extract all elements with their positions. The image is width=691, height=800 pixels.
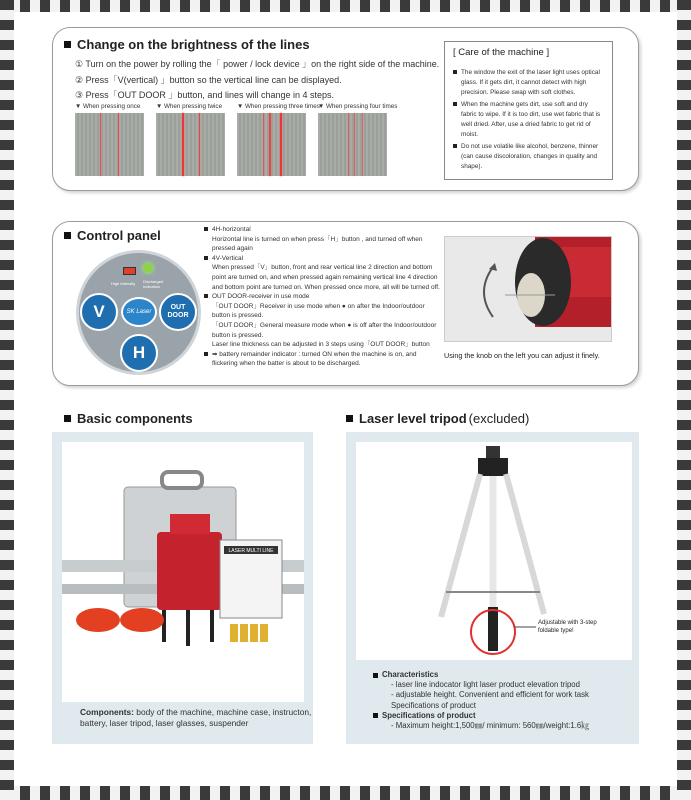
components-illustration bbox=[62, 442, 304, 702]
knob-illustration bbox=[445, 237, 612, 342]
care-item: The window the exit of the laser light uses optical glass. If it gets dirt, it cannot detect with high precision. Please swap with soft clothes. bbox=[453, 68, 604, 98]
tripod-callout: Adjustable with 3-step foldable type! bbox=[538, 620, 597, 634]
bullet-square bbox=[64, 41, 71, 48]
cp-line: When pressed「V」button, front and rear vertical line 2 direction and bottom point are turned on, and when pressed again remaining vertical line 4 direction and bottom point are turned on. When pressed once more, all will be turned off. bbox=[212, 264, 440, 291]
brightness-steps bbox=[75, 57, 439, 104]
control-description bbox=[204, 225, 442, 369]
basic-components-title: Basic components bbox=[64, 411, 193, 426]
cp-line: Horizontal line is turned on when press「H」button , and turned off when pressed again bbox=[212, 235, 423, 253]
manual-title: LASER MULTI LINE bbox=[228, 548, 274, 554]
bullet-square bbox=[64, 415, 71, 422]
laser-line-image bbox=[156, 113, 225, 176]
bullet-square bbox=[373, 673, 378, 678]
care-item: Do not use volatile like alcohol, benzene, thinner (can cause discoloration, changes in quality and shape). bbox=[453, 142, 604, 172]
characteristics-heading: Characteristics bbox=[373, 670, 633, 680]
cp-line: 4V-Vertical bbox=[204, 254, 442, 264]
brightness-title: Change on the brightness of the lines bbox=[64, 37, 310, 52]
thumb-once: ▼ When pressing once bbox=[75, 103, 144, 176]
step-1: ① Turn on the power by rolling the「 power / lock device 」on the right side of the machine. bbox=[75, 59, 440, 69]
brightness-thumbnails bbox=[75, 103, 398, 176]
bullet-square bbox=[346, 415, 353, 422]
indicator-area: High Intensity Discharged Indication bbox=[107, 259, 171, 295]
thumb-twice: ▼ When pressing twice bbox=[156, 103, 225, 176]
laser-line-image bbox=[318, 113, 387, 176]
tripod-characteristics bbox=[373, 670, 633, 731]
char-line: Specifications of product bbox=[391, 700, 476, 710]
spec-line: - Maximum height:1,500㎜/ minimum: 560㎜/weight:1.6㎏ bbox=[391, 721, 590, 731]
thumb-four-times: ▼ When pressing four times bbox=[318, 103, 387, 176]
components-text bbox=[80, 707, 315, 729]
step-3: ③ Press「OUT DOOR 」button, and lines will change in 4 steps. bbox=[75, 90, 335, 100]
thumb-three-times: ▼ When pressing three times bbox=[237, 103, 306, 176]
laser-line-image bbox=[75, 113, 144, 176]
v-button[interactable]: V bbox=[80, 293, 118, 331]
char-line: - adjustable height. Convenient and efficient for work task bbox=[391, 690, 589, 700]
control-panel-title: Control panel bbox=[64, 228, 161, 243]
care-box bbox=[444, 41, 613, 180]
battery-icon bbox=[123, 267, 136, 275]
care-item: When the machine gets dirt, use soft and dry fabric to wipe. If it is too dirt, use wet fabric that is well dried. After, use a dried fabric to get rid of moist. bbox=[453, 100, 604, 140]
care-title: [ Care of the machine ] bbox=[453, 47, 550, 58]
cp-line: 4H-horizontal bbox=[204, 225, 442, 235]
char-line: - laser line indocator light laser product elevation tripod bbox=[391, 680, 580, 690]
cp-line: Laser line thickness can be adjusted in 3 steps using「OUT DOOR」button bbox=[212, 341, 430, 349]
bullet-square bbox=[373, 713, 378, 718]
laser-line-image bbox=[237, 113, 306, 176]
tripod-title: Laser level tripod (excluded) bbox=[346, 411, 529, 426]
cp-line: OUT DOOR-receiver in use mode bbox=[204, 292, 442, 302]
sun-icon bbox=[143, 263, 153, 273]
tripod-photo bbox=[356, 442, 632, 660]
knob-photo bbox=[444, 236, 612, 342]
bullet-square bbox=[64, 232, 71, 239]
outdoor-button[interactable]: OUT DOOR bbox=[159, 293, 197, 331]
sk-laser-logo: SK Laser bbox=[121, 297, 157, 327]
control-dial bbox=[76, 250, 201, 375]
components-list: body of the machine, machine case, instructon, battery, laser tripod, laser glasses, suspender bbox=[80, 707, 312, 728]
specs-heading: Specifications of product bbox=[373, 711, 633, 721]
components-photo bbox=[62, 442, 304, 702]
knob-caption: Using the knob on the left you can adjust it finely. bbox=[444, 351, 600, 360]
cp-line: 「OUT DOOR」General measure mode when ● is off after the Indoor/outdoor button is pressed. bbox=[212, 321, 437, 339]
h-button[interactable]: H bbox=[120, 334, 158, 372]
checker-border-left bbox=[0, 0, 14, 800]
components-label: Components: bbox=[80, 707, 134, 717]
checker-border-right bbox=[677, 0, 691, 800]
cp-line: ➡ battery remainder indicator : turned ON when the machine is on, and flickering when the batter is about to be discharged. bbox=[204, 350, 442, 369]
cp-line: 「OUT DOOR」Receiver in use mode when ● on after the Indoor/outdoor button is pressed. bbox=[212, 302, 425, 320]
step-2: ② Press「V(vertical) 」button so the vertical line can be displayed. bbox=[75, 74, 342, 85]
